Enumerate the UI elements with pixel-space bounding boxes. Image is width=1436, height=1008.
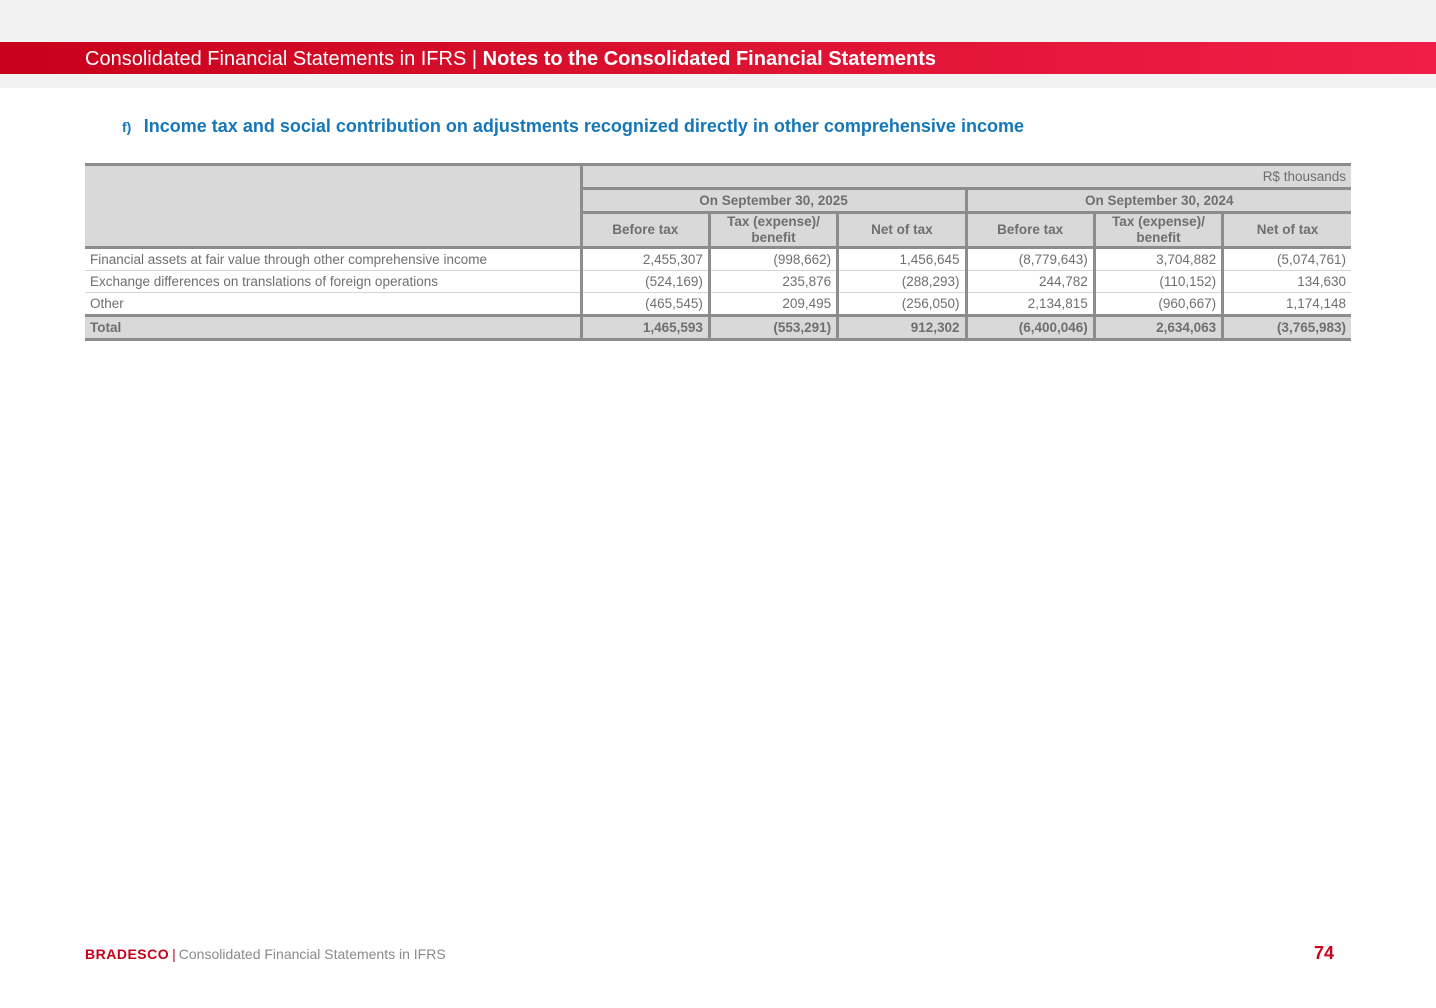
- table-cell: (524,169): [581, 271, 709, 293]
- table-cell: (960,667): [1094, 293, 1222, 316]
- table-cell: 244,782: [966, 271, 1094, 293]
- total-cell: (3,765,983): [1223, 316, 1351, 340]
- table-cell: (8,779,643): [966, 248, 1094, 271]
- row-label: Financial assets at fair value through other comprehensive income: [85, 248, 581, 271]
- column-header: Tax (expense)/ benefit: [709, 213, 837, 248]
- column-header: Before tax: [581, 213, 709, 248]
- table-row: [85, 271, 1351, 293]
- section-heading: [122, 116, 1024, 137]
- section-letter: f): [122, 119, 132, 135]
- table-cell: 235,876: [709, 271, 837, 293]
- table-cell: (256,050): [838, 293, 966, 316]
- table-cell: (288,293): [838, 271, 966, 293]
- total-row: [85, 316, 1351, 340]
- table-cell: 1,456,645: [838, 248, 966, 271]
- table-cell: (110,152): [1094, 271, 1222, 293]
- table-row: [85, 248, 1351, 271]
- table-cell: (465,545): [581, 293, 709, 316]
- column-header: Tax (expense)/ benefit: [1094, 213, 1222, 248]
- table-cell: 2,455,307: [581, 248, 709, 271]
- total-cell: (6,400,046): [966, 316, 1094, 340]
- footer-separator: |: [172, 946, 176, 962]
- period-header-2024: On September 30, 2024: [966, 189, 1351, 213]
- period-header-2025: On September 30, 2025: [581, 189, 966, 213]
- row-label: Exchange differences on translations of foreign operations: [85, 271, 581, 293]
- table-row: [85, 293, 1351, 316]
- column-header: Before tax: [966, 213, 1094, 248]
- total-cell: (553,291): [709, 316, 837, 340]
- table-cell: 209,495: [709, 293, 837, 316]
- page-number: 74: [1313, 943, 1334, 963]
- section-title: Income tax and social contribution on adjustments recognized directly in other comprehensive income: [143, 116, 1024, 136]
- tax-adjustments-table: [85, 163, 1351, 341]
- total-cell: 912,302: [838, 316, 966, 340]
- table-corner-cell: [85, 165, 581, 248]
- column-header: Net of tax: [1223, 213, 1351, 248]
- header-section-title: Notes to the Consolidated Financial Statements: [482, 48, 937, 70]
- footer-text: Consolidated Financial Statements in IFRS: [178, 946, 446, 962]
- table-cell: 1,174,148: [1223, 293, 1351, 316]
- footer-brand: BRADESCO: [85, 946, 170, 962]
- table-cell: 2,134,815: [966, 293, 1094, 316]
- total-cell: 1,465,593: [581, 316, 709, 340]
- row-label: Other: [85, 293, 581, 316]
- table-cell: 134,630: [1223, 271, 1351, 293]
- table-cell: 3,704,882: [1094, 248, 1222, 271]
- header-banner: [0, 42, 1436, 74]
- footer: [85, 946, 446, 962]
- column-header: Net of tax: [838, 213, 966, 248]
- total-cell: 2,634,063: [1094, 316, 1222, 340]
- header-prefix: Consolidated Financial Statements in IFRS |: [85, 48, 478, 70]
- units-label: R$ thousands: [581, 165, 1351, 189]
- table-cell: (5,074,761): [1223, 248, 1351, 271]
- table-cell: (998,662): [709, 248, 837, 271]
- total-label: Total: [85, 316, 581, 340]
